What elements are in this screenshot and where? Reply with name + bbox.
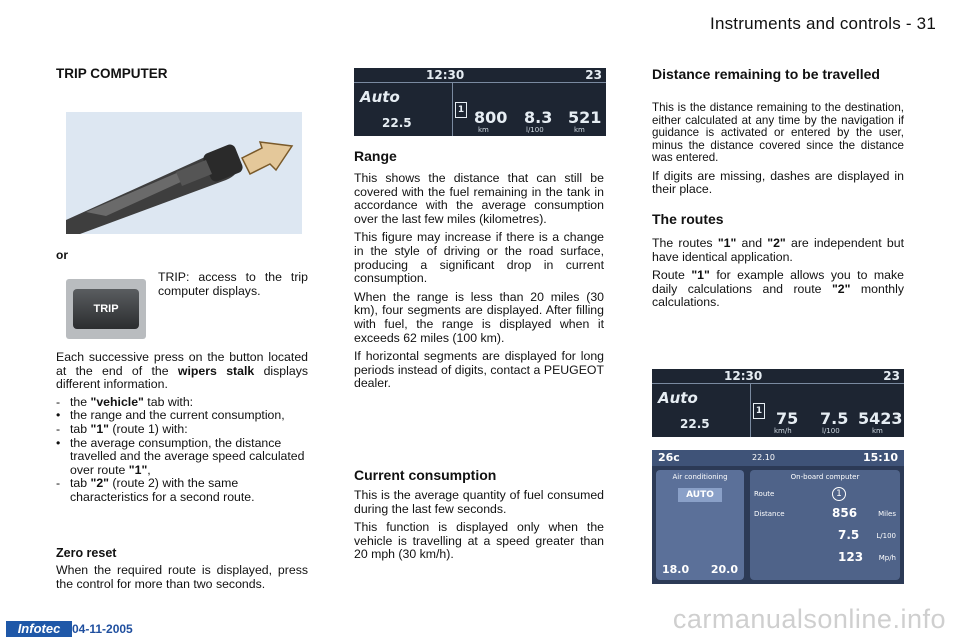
- footer-date: 04-11-2005: [72, 622, 133, 636]
- obc-row: 123 Mp/h: [838, 550, 896, 564]
- display-value-3: 5423: [858, 409, 903, 428]
- display-value-2: 8.3: [524, 108, 553, 127]
- wiper-stalk-illustration: [66, 112, 302, 234]
- ac-temp-right: 20.0: [710, 563, 738, 576]
- distance-remaining-heading: Distance remaining to be travelled: [652, 66, 880, 82]
- intro-paragraph: Each successive press on the button located at the end of the wipers stalk displays different information.: [56, 350, 308, 392]
- distance-paragraph: This is the distance remaining to the destination, either calculated at any time by the navigation if guidance is activated or entered by the user, minus the distance covered since the distance was entered.: [652, 101, 904, 164]
- cc-paragraph: This function is displayed only when the vehicle is travelling at a speed greater than 20 mph (30 km/h).: [354, 520, 604, 562]
- obc-title: On-board computer: [790, 473, 860, 481]
- list-item: - the "vehicle" tab with:: [56, 394, 194, 409]
- ac-title: Air conditioning: [672, 473, 728, 481]
- distance-body: [652, 102, 904, 197]
- display-time: 12:30: [724, 369, 763, 383]
- display-temp: 23: [883, 369, 900, 383]
- display-unit-1: km/h: [774, 427, 792, 435]
- screen-time: 15:10: [862, 451, 898, 464]
- trip-description: TRIP: access to the trip computer displays.: [158, 270, 308, 298]
- display-mode: Auto: [658, 389, 698, 407]
- range-body: [354, 172, 604, 391]
- page-title: Instruments and controls - 31: [710, 14, 936, 33]
- cc-paragraph: This is the average quantity of fuel consumed during the last few seconds.: [354, 488, 604, 516]
- display-separator: [452, 82, 453, 136]
- routes-paragraph: Route "1" for example allows you to make daily calculations and route "2" monthly calculations.: [652, 268, 905, 310]
- list-item: - tab "1" (route 1) with:: [56, 421, 188, 436]
- zero-reset-heading: Zero reset: [56, 546, 117, 560]
- navigation-screen: [652, 450, 904, 584]
- display-value-1: 800: [474, 108, 508, 127]
- infotec-logo: Infotec: [6, 621, 72, 637]
- trip-button: TRIP: [73, 289, 139, 329]
- display-unit-3: km: [872, 427, 883, 435]
- display-value-2: 7.5: [820, 409, 849, 428]
- display-separator: [750, 383, 751, 437]
- col1-body: [56, 351, 308, 505]
- on-board-computer-panel: [750, 470, 900, 580]
- display-unit-2: l/100: [526, 126, 544, 134]
- watermark: carmanualsonline.info: [672, 604, 946, 634]
- obc-rows: [754, 490, 896, 576]
- display-unit-3: km: [574, 126, 585, 134]
- list-item: - tab "2" (route 2) with the same characteristics for a second route.: [56, 476, 255, 504]
- display-mode: Auto: [360, 88, 400, 106]
- range-paragraph: If horizontal segments are displayed for long periods instead of digits, contact a PEUGEOT dealer.: [354, 349, 604, 391]
- display-value-3: 521: [568, 108, 602, 127]
- or-label: or: [56, 248, 68, 262]
- display-set-temp: 22.5: [680, 417, 710, 431]
- display-temp: 23: [585, 68, 602, 82]
- range-paragraph: This shows the distance that can still be covered with the fuel remaining in the tank in accordance with the average consumption over the last few miles (kilometres).: [354, 171, 604, 226]
- routes-heading: The routes: [652, 211, 724, 227]
- ac-mode: AUTO: [678, 488, 722, 502]
- routes-body: [652, 237, 904, 310]
- distance-paragraph: If digits are missing, dashes are displayed in their place.: [652, 168, 904, 197]
- current-consumption-body: [354, 489, 604, 562]
- air-conditioning-panel: [656, 470, 744, 580]
- display-tab: 1: [753, 403, 765, 419]
- display-unit-1: km: [478, 126, 489, 134]
- display-top-bar: [652, 369, 904, 384]
- range-display: [354, 68, 606, 136]
- route-display: [652, 369, 904, 437]
- range-heading: Range: [354, 148, 397, 164]
- range-paragraph: This figure may increase if there is a change in the style of driving or the road surface, producing a significant drop in current consumption.: [354, 230, 604, 286]
- list-item: • the range and the current consumption,: [56, 408, 285, 423]
- screen-date: 22.10: [752, 453, 775, 462]
- display-top-bar: [354, 68, 606, 83]
- list-item: • the average consumption, the distance travelled and the average speed calculated over route "1",: [56, 435, 305, 477]
- display-set-temp: 22.5: [382, 116, 412, 130]
- routes-paragraph: The routes "1" and "2" are independent but have identical application.: [652, 236, 904, 264]
- ac-temp-left: 18.0: [662, 563, 690, 576]
- obc-row: Distance 856 Miles: [754, 506, 896, 520]
- current-consumption-heading: Current consumption: [354, 467, 497, 483]
- zero-reset-text: When the required route is displayed, press the control for more than two seconds.: [56, 563, 308, 591]
- obc-row: Route 1: [754, 490, 896, 510]
- obc-row: 7.5 L/100: [838, 528, 896, 542]
- display-time: 12:30: [426, 68, 465, 82]
- trip-computer-heading: TRIP COMPUTER: [56, 66, 168, 81]
- outside-temp: 26c: [658, 451, 680, 464]
- display-tab: 1: [455, 102, 467, 118]
- display-value-1: 75: [776, 409, 799, 428]
- tab-list: [56, 396, 308, 505]
- range-paragraph: When the range is less than 20 miles (30 km), four segments are displayed. After filling with fuel, the range is displayed when it exceeds 62 miles (100 km).: [354, 289, 604, 345]
- trip-button-illustration: [66, 279, 146, 339]
- display-unit-2: l/100: [822, 427, 840, 435]
